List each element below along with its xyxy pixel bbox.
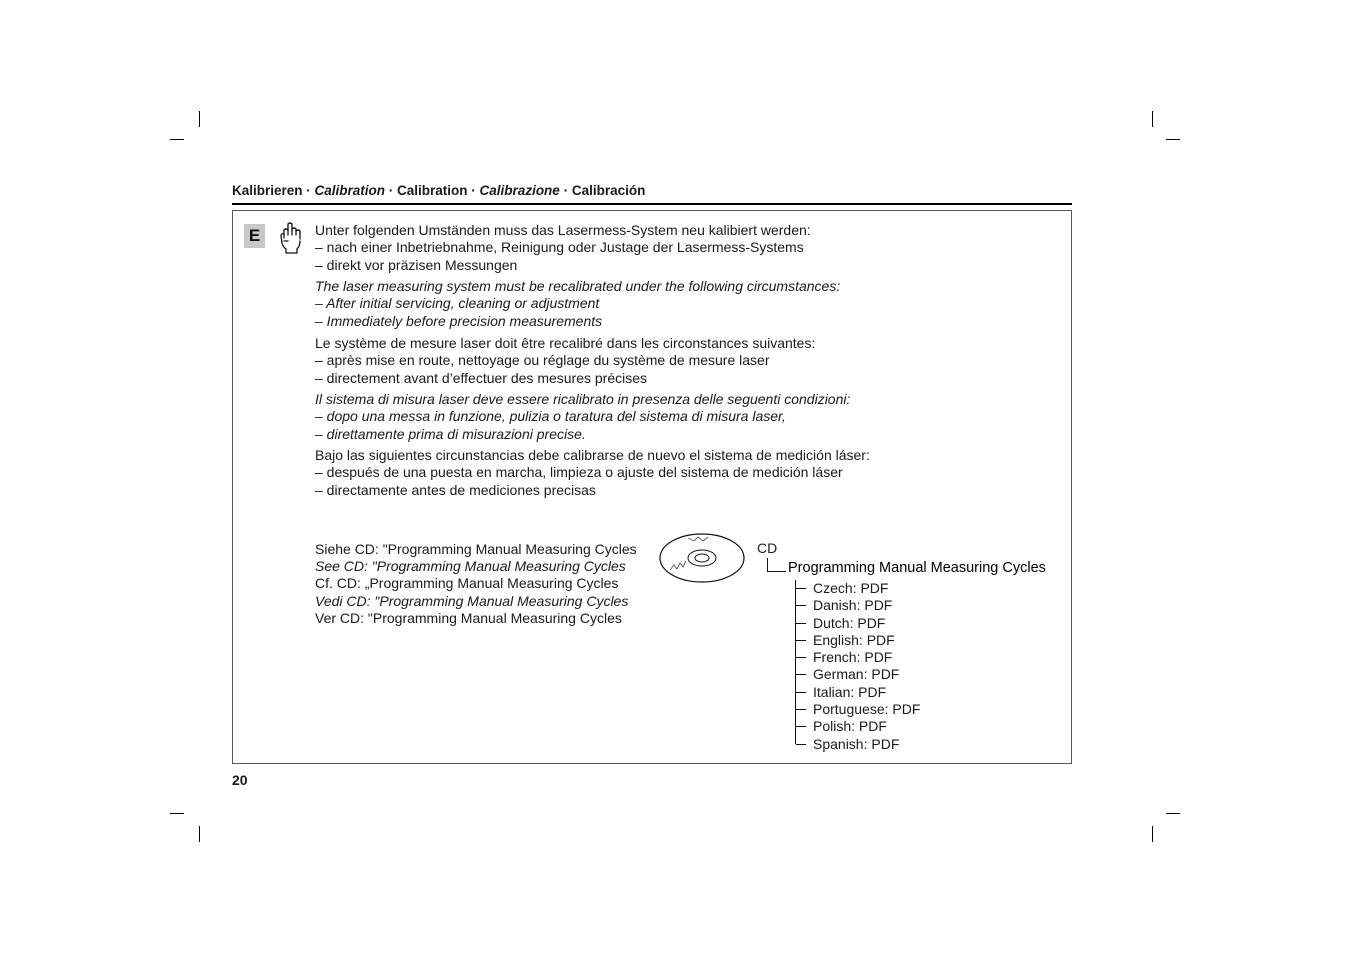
- tree-branch-tick: [796, 674, 806, 675]
- crop-mark: [1152, 826, 1153, 842]
- cd-disc-icon: [658, 532, 748, 589]
- text-line: – directement avant d’effectuer des mesures précises: [315, 369, 648, 386]
- crop-mark: [1166, 139, 1180, 140]
- tree-item-label: French: PDF: [813, 649, 893, 666]
- tree-item-label: English: PDF: [813, 631, 895, 648]
- text-line: Unter folgenden Umständen muss das Lasermess-System neu kalibiert werden:: [315, 222, 811, 238]
- paragraph-french: [315, 335, 815, 387]
- tree-item-label: German: PDF: [813, 666, 900, 683]
- crop-mark: [170, 139, 184, 140]
- text-line: – After initial servicing, cleaning or adjustment: [315, 295, 600, 312]
- tree-item-label: Danish: PDF: [813, 597, 893, 614]
- tree-branch-tick: [796, 640, 806, 641]
- tree-branch-tick: [796, 692, 806, 693]
- title-part: ·: [302, 183, 315, 198]
- tree-item-label: Dutch: PDF: [813, 614, 886, 631]
- tree-branch-tick: [796, 657, 806, 658]
- page-number: 20: [232, 772, 248, 788]
- crop-mark: [1166, 813, 1180, 814]
- tree-item-label: Portuguese: PDF: [813, 701, 921, 718]
- cd-reference-line: Ver CD: "Programming Manual Measuring Cycles: [315, 609, 622, 626]
- paragraph-english: [315, 278, 840, 330]
- text-line: – después de una puesta en marcha, limpieza o ajuste del sistema de medición láser: [315, 464, 843, 481]
- title-part: · Calibración: [559, 183, 646, 198]
- cd-reference-list: [315, 541, 637, 627]
- title-part: Kalibrieren: [232, 183, 303, 198]
- tree-item-label: Spanish: PDF: [813, 735, 900, 752]
- text-line: – directamente antes de mediciones precisas: [315, 481, 596, 498]
- paragraph-italian: [315, 391, 850, 443]
- tree-root-label: CD: [757, 540, 778, 556]
- text-line: Bajo las siguientes circunstancias debe calibrarse de nuevo el sistema de medición láser:: [315, 447, 870, 463]
- text-line: – Immediately before precision measurements: [315, 312, 603, 329]
- tree-item-label: Italian: PDF: [813, 683, 887, 700]
- title-part: Calibrazione: [479, 183, 560, 198]
- cd-reference-line: See CD: "Programming Manual Measuring Cycles: [315, 558, 626, 575]
- tree-branch-tick: [796, 709, 806, 710]
- text-line: Il sistema di misura laser deve essere ricalibrato in presenza delle seguenti condizioni:: [315, 391, 851, 407]
- paragraph-spanish: [315, 447, 870, 499]
- crop-mark: [199, 111, 200, 127]
- text-line: – direkt vor präzisen Messungen: [315, 256, 518, 273]
- header-rule: [232, 203, 1072, 205]
- tree-item-label: Polish: PDF: [813, 718, 887, 735]
- tree-connector: [767, 558, 786, 572]
- cd-reference-line: Cf. CD: „Programming Manual Measuring Cycles: [315, 575, 619, 592]
- title-part: Calibration: [314, 183, 386, 198]
- tree-branch-tick: [796, 588, 806, 589]
- pointing-hand-icon: [278, 221, 304, 260]
- cd-reference-line: Vedi CD: "Programming Manual Measuring Cycles: [315, 592, 629, 609]
- crop-mark: [199, 826, 200, 842]
- paragraph-german: [315, 222, 811, 274]
- tree-item-label: Czech: PDF: [813, 580, 889, 596]
- text-line: – après mise en route, nettoyage ou réglage du système de mesure laser: [315, 352, 770, 369]
- text-line: – nach einer Inbetriebnahme, Reinigung oder Justage der Lasermess-Systems: [315, 239, 804, 256]
- section-title: [232, 183, 645, 198]
- tree-branch-tick: [796, 744, 806, 745]
- tree-manual-label: Programming Manual Measuring Cycles: [788, 560, 1046, 576]
- text-line: The laser measuring system must be recalibrated under the following circumstances:: [315, 278, 841, 294]
- cd-reference-line: Siehe CD: "Programming Manual Measuring Cycles: [315, 541, 637, 557]
- crop-mark: [170, 813, 184, 814]
- tree-branch-tick: [796, 726, 806, 727]
- text-line: – direttamente prima di misurazioni precise.: [315, 425, 586, 442]
- language-badge: E: [244, 224, 265, 248]
- text-line: Le système de mesure laser doit être recalibré dans les circonstances suivantes:: [315, 335, 816, 351]
- crop-mark: [1152, 111, 1153, 127]
- tree-branch-tick: [796, 605, 806, 606]
- tree-branch-tick: [796, 623, 806, 624]
- title-part: · Calibration ·: [385, 183, 480, 198]
- text-line: – dopo una messa in funzione, pulizia o taratura del sistema di misura laser,: [315, 408, 786, 425]
